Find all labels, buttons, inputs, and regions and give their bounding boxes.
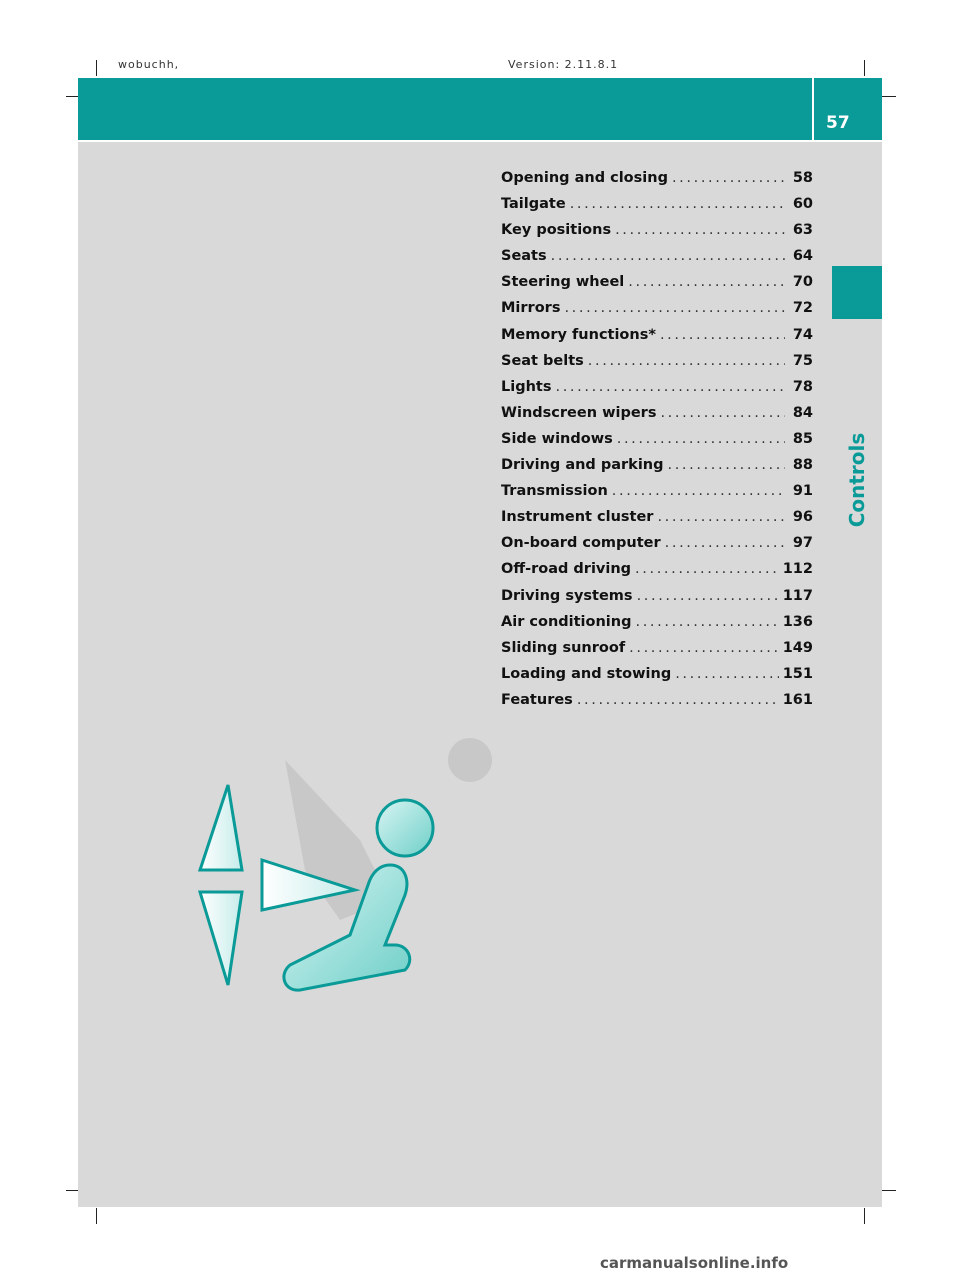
toc-entry[interactable]: [501, 222, 813, 248]
toc-entry-label: Features: [501, 691, 573, 708]
toc-entry-page: 136: [782, 613, 813, 630]
crop-mark: [864, 60, 865, 76]
toc-entry[interactable]: [501, 405, 813, 431]
toc-leader-dots: [617, 431, 785, 447]
toc-entry[interactable]: [501, 457, 813, 483]
crop-mark: [96, 60, 97, 76]
toc-leader-dots: [675, 666, 779, 682]
toc-entry[interactable]: [501, 666, 813, 692]
toc-leader-dots: [577, 692, 779, 708]
toc-entry-page: 74: [792, 326, 813, 343]
toc-entry[interactable]: [501, 640, 813, 666]
toc-leader-dots: [615, 222, 785, 238]
toc-entry-label: Key positions: [501, 222, 612, 239]
toc-entry-page: 64: [792, 248, 813, 265]
toc-entry[interactable]: [501, 561, 813, 587]
toc-entry[interactable]: [501, 614, 813, 640]
toc-entry-label: Transmission: [501, 483, 608, 500]
toc-entry-label: Mirrors: [501, 300, 561, 317]
toc-entry-page: 72: [792, 300, 813, 317]
crop-mark: [882, 1190, 896, 1191]
toc-entry-page: 149: [782, 639, 813, 656]
toc-leader-dots: [660, 405, 785, 421]
toc-entry-page: 85: [792, 430, 813, 447]
watermark: carmanualsonline.info: [600, 1254, 789, 1272]
section-tab-label: Controls: [845, 432, 869, 528]
toc-leader-dots: [570, 196, 785, 212]
toc-entry-page: 78: [792, 378, 813, 395]
toc-entry-page: 97: [792, 535, 813, 552]
toc-entry-page: 63: [792, 222, 813, 239]
crop-mark: [864, 1208, 865, 1224]
toc-entry[interactable]: [501, 509, 813, 535]
toc-entry-label: Air conditioning: [501, 613, 632, 630]
toc-entry[interactable]: [501, 379, 813, 405]
toc-entry-label: Lights: [501, 378, 552, 395]
section-tab-marker: [832, 266, 882, 319]
toc-entry-label: Tailgate: [501, 196, 566, 213]
toc-entry-label: Sliding sunroof: [501, 639, 626, 656]
toc-leader-dots: [635, 561, 779, 577]
toc-leader-dots: [628, 274, 785, 290]
toc-leader-dots: [657, 509, 785, 525]
toc-entry-page: 84: [792, 404, 813, 421]
page-number: 57: [826, 113, 850, 133]
toc-entry[interactable]: [501, 300, 813, 326]
toc-entry-page: 112: [782, 561, 813, 578]
toc-entry-label: Driving systems: [501, 587, 633, 604]
toc-entry-label: Side windows: [501, 430, 613, 447]
toc-leader-dots: [612, 483, 785, 499]
toc-leader-dots: [668, 457, 786, 473]
toc-entry-label: Windscreen wipers: [501, 404, 657, 421]
toc-entry-page: 70: [792, 274, 813, 291]
toc-entry[interactable]: [501, 248, 813, 274]
toc-entry[interactable]: [501, 483, 813, 509]
toc-leader-dots: [660, 327, 785, 343]
toc-entry-page: 161: [782, 691, 813, 708]
toc-leader-dots: [551, 248, 785, 264]
toc-entry-page: 88: [792, 457, 813, 474]
toc-entry-label: On-board computer: [501, 535, 661, 552]
toc-entry-label: Instrument cluster: [501, 509, 654, 526]
toc-entry-label: Seat belts: [501, 352, 584, 369]
toc-entry-page: 91: [792, 483, 813, 500]
toc-entry-page: 60: [792, 196, 813, 213]
toc-entry-page: 58: [792, 170, 813, 186]
toc-entry[interactable]: [501, 588, 813, 614]
print-slug-right: Version: 2.11.8.1: [508, 58, 619, 71]
toc-leader-dots: [588, 353, 785, 369]
toc-entry[interactable]: [501, 170, 813, 196]
toc-entry-label: Steering wheel: [501, 274, 625, 291]
toc-leader-dots: [665, 535, 785, 551]
toc-entry[interactable]: [501, 196, 813, 222]
toc-entry-label: Driving and parking: [501, 457, 664, 474]
toc-entry-page: 151: [782, 665, 813, 682]
toc-leader-dots: [555, 379, 785, 395]
toc-entry[interactable]: [501, 327, 813, 353]
header-separator: [812, 78, 814, 140]
toc-entry-label: Loading and stowing: [501, 665, 672, 682]
toc-entry-label: Seats: [501, 248, 547, 265]
toc-entry-page: 75: [792, 352, 813, 369]
toc-entry[interactable]: [501, 274, 813, 300]
toc-leader-dots: [635, 614, 778, 630]
seat-adjustment-icon: [190, 720, 530, 1010]
table-of-contents: [501, 170, 813, 718]
toc-entry[interactable]: [501, 431, 813, 457]
toc-leader-dots: [637, 588, 779, 604]
crop-mark: [882, 96, 896, 97]
crop-mark: [96, 1208, 97, 1224]
toc-entry-label: Off-road driving: [501, 561, 632, 578]
toc-leader-dots: [672, 170, 785, 186]
toc-entry[interactable]: [501, 692, 813, 718]
toc-leader-dots: [564, 300, 785, 316]
print-slug-left: wobuchh,: [118, 58, 180, 71]
toc-entry-label: Memory functions*: [501, 326, 656, 343]
toc-entry[interactable]: [501, 353, 813, 379]
toc-entry-label: Opening and closing: [501, 170, 668, 186]
toc-leader-dots: [629, 640, 779, 656]
toc-entry-page: 96: [792, 509, 813, 526]
toc-entry-page: 117: [782, 587, 813, 604]
toc-entry[interactable]: [501, 535, 813, 561]
page-header-bar: [78, 78, 882, 140]
